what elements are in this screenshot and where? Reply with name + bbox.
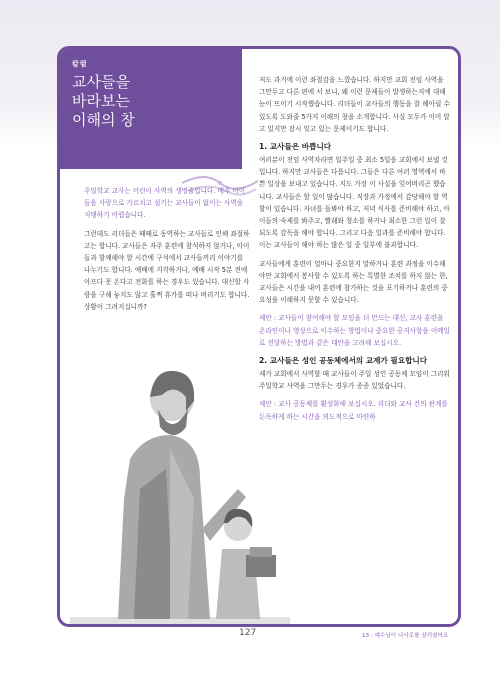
title-line-3: 이해의 창 [72, 111, 135, 129]
body-paragraph: 그런데도 리더들은 때때로 동역하는 교사들로 인해 좌절하고는 합니다. 교사들은 자주 훈련에 참석하지 않거나, 아이들과 함께해야 할 시간에 구석에서 교사들끼리 이야기를 나누기도 합니다. 예배에 지각하거나, 예배 시작 5분 전에 아프다 못 온다고 전화를 하는 경우도 있습니다. 대신할 사람을 구해 놓지도 않고 훌쩍 휴가를 떠나 버리기도 합니다. 상황이 그려지십니까? [84, 229, 250, 311]
article-panel [57, 46, 461, 627]
section-2-paragraph: 제가 교회에서 사역할 때 교사들이 주일 성인 공동체 모임이 그리워 주일학교 사역을 그만두는 경우가 종종 있었습니다. [259, 370, 450, 391]
right-column [259, 74, 451, 429]
chapter-footer: 13 : 예수님이 나사로를 살리셨어요 [362, 633, 449, 639]
section-kicker: 칼럼 [72, 60, 88, 68]
title-line-1: 교사들을 [72, 73, 130, 91]
intro-paragraph: 저도 과거에 이런 좌절감을 느꼈습니다. 하지만 교회 전임 사역을 그만두고 다른 편에 서 보니, 왜 이런 문제들이 발생하는지에 대해 눈이 뜨이기 시작했습니다. 리더들이 교사들의 행동을 잘 헤아릴 수 있도록 도와줄 5가지 이해의 창을 소개합니다. 사실 모두가 이미 알고 있지만 잠시 잊고 있는 문제이기도 합니다. [259, 76, 450, 133]
suggestion-note-2: 제안 : 교사 공동체를 활성화해 보십시오. 리더와 교사 간의 관계를 돈독하게 하는 시간을 의도적으로 마련하 [259, 400, 448, 421]
title-line-2: 바라보는 [72, 92, 130, 110]
section-heading-2: 2. 교사들은 성인 공동체에서의 교제가 필요합니다 [259, 356, 428, 366]
suggestion-note-1: 제안 : 교사들이 참여해야 할 모임을 더 만드는 대신, 교사 훈련을 온라인이나 영상으로 이수하는 방법이나 중요한 공지사항을 이메일로 전달하는 방법과 같은 대안을 고려해 보십시오. [259, 314, 450, 347]
page-number: 127 [239, 628, 257, 638]
left-column [84, 185, 250, 319]
title-box [60, 49, 242, 169]
section-1-paragraph-1: 여러분이 전임 사역자라면 일주일 중 최소 5일을 교회에서 보낼 것입니다. 하지만 교사들은 다릅니다. 그들은 다른 여러 영역에서 바쁜 일상을 보내고 있습니다. 지도 가장 이 사실을 잊어버리곤 했습니다. 교사들은 할 일이 많습니다. 직장과 가정에서 감당해야 할 역할이 있습니다. 자녀를 돌봐야 하고, 저녁 식사를 준비해야 하고, 아이들의 숙제를 봐주고, 빨래와 청소를 하거나 최소한 그런 일이 잘 되도록 감독을 해야 합니다. 그리고 다음 일과를 준비해야 합니다. 이는 교사들이 해야 하는 많은 일 중 일부에 불과합니다. [259, 156, 450, 250]
section-1-paragraph-2: 교사들에게 훈련이 얼마나 중요한지 말하거나 훈련 과정을 이수해야만 교회에서 봉사할 수 있도록 하는 특별한 조치를 하지 않는 한, 교사들은 시간을 내어 훈련에 참가하는 것을 포기하거나 훈련의 중요성을 이해하지 못할 수 있습니다. [259, 259, 448, 305]
jesus-and-child-illustration [70, 339, 290, 627]
lead-paragraph: 주일학교 교사는 어린이 사역의 생명줄입니다. 매주 아이들을 사랑으로 가르치고 섬기는 교사들이 없이는 사역을 지탱하기 어렵습니다. [84, 187, 246, 220]
section-heading-1: 1. 교사들은 바쁩니다 [259, 142, 332, 152]
